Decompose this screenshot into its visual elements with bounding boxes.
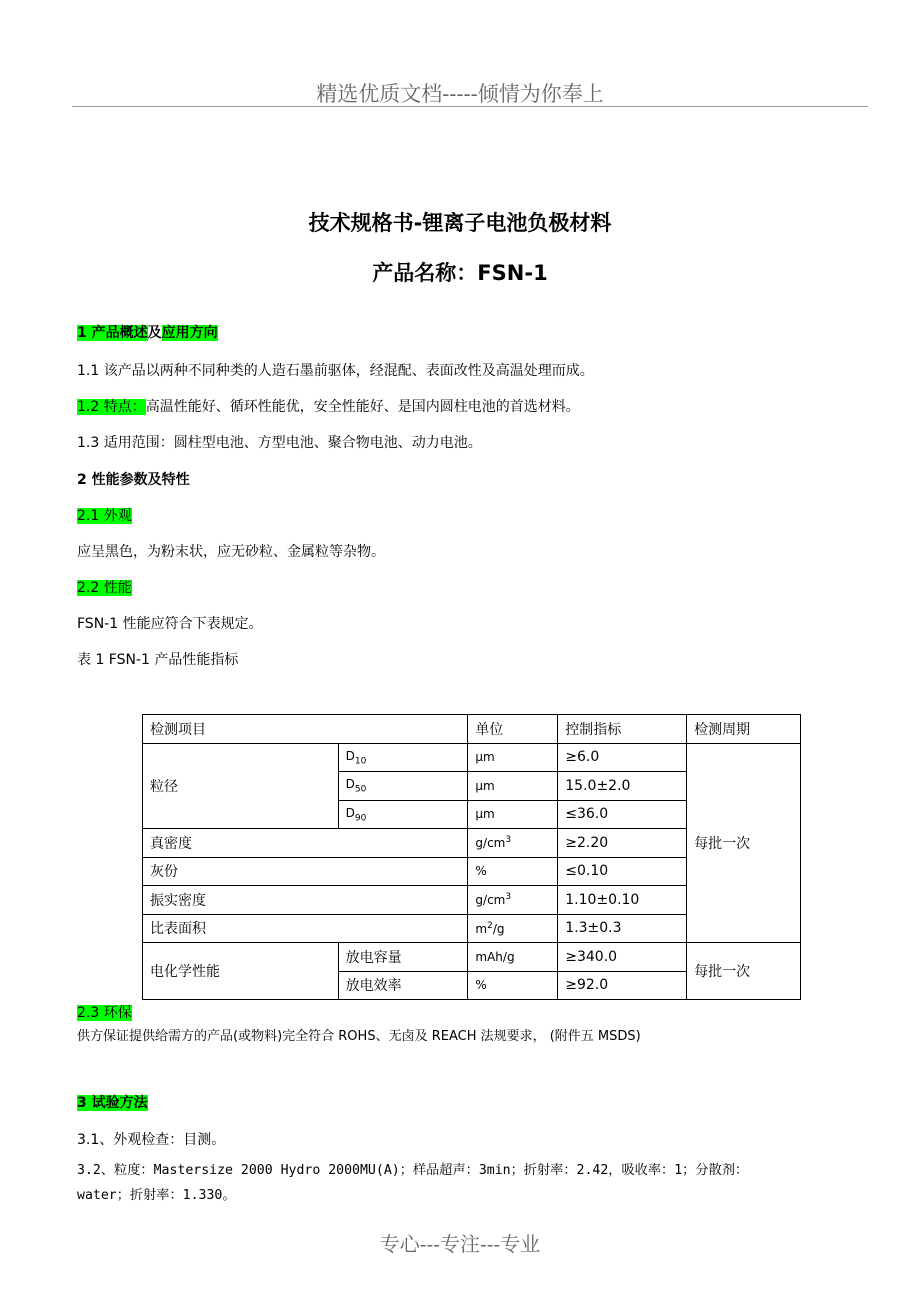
capacity-label: 放电容量 [338,943,468,972]
header-item: 检测项目 [143,715,468,744]
d10-name: D [345,748,355,763]
section-2-2-heading [77,578,132,598]
tap-density-label: 振实密度 [143,886,468,915]
page-footer: 专心---专注---专业 [379,1232,541,1256]
table-row [143,943,801,972]
paragraph-3-2-line-2: water；折射率：1.330。 [77,1188,236,1203]
section-1-heading [77,323,218,343]
section-3-heading [77,1093,148,1113]
header-unit: 单位 [468,715,558,744]
paragraph-3-2-line-1: 3.2、粒度：Mastersize 2000 Hydro 2000MU(A)；样品超声：3min；折射率：2.42，吸收率：1；分散剂： [77,1163,749,1178]
document-title: 技术规格书-锂离子电池负极材料 [308,211,612,235]
d90-name: D [345,805,355,820]
surface-area-unit-tail: /g [492,921,505,936]
tap-density-unit-base: g/cm [475,893,506,908]
section-2-heading: 2 性能参数及特性 [77,472,190,488]
table-header-row [143,715,801,744]
section-1-heading-b: 及 [147,325,162,341]
d50-label [338,772,468,801]
ash-spec: ≤0.10 [558,857,687,886]
surface-area-label: 比表面积 [143,914,468,943]
section-2-1-label: 2.1 外观 [77,508,132,524]
surface-area-unit [468,914,558,943]
true-density-unit [468,829,558,858]
paragraph-1-3: 1.3 适用范围：圆柱型电池、方型电池、聚合物电池、动力电池。 [77,435,482,451]
ash-unit: % [468,857,558,886]
particle-size-label: 粒径 [143,743,339,829]
d90-unit: μm [468,800,558,829]
d10-spec: ≥6.0 [558,743,687,772]
product-name: 产品名称：FSN-1 [372,261,548,285]
d90-spec: ≤36.0 [558,800,687,829]
section-2-3-heading [77,1003,132,1023]
section-1-heading-a: 1 产品概述 [77,325,148,341]
section-2-2-label: 2.2 性能 [77,580,132,596]
section-3-label: 3 试验方法 [77,1095,148,1111]
d50-sub: 50 [354,784,367,795]
section-2-3-label: 2.3 环保 [77,1005,132,1021]
ash-label: 灰份 [143,857,468,886]
section-2-1-heading [77,506,132,526]
paragraph-2-1: 应呈黑色，为粉末状，应无砂粒、金属粒等杂物。 [77,544,385,560]
electro-label: 电化学性能 [143,943,339,1000]
paragraph-1-1: 1.1 该产品以两种不同种类的人造石墨前驱体，经混配、表面改性及高温处理而成。 [77,363,594,379]
d50-unit: μm [468,772,558,801]
d10-unit: μm [468,743,558,772]
true-density-spec: ≥2.20 [558,829,687,858]
surface-area-unit-base: m [475,921,488,936]
efficiency-spec: ≥92.0 [558,971,687,1000]
capacity-unit: mAh/g [468,943,558,972]
tap-density-unit-sup: 3 [505,892,512,903]
period-cell-1: 每批一次 [687,743,801,943]
paragraph-1-2-label: 1.2 特点： [77,399,146,415]
period-cell-2: 每批一次 [687,943,801,1000]
tap-density-spec: 1.10±0.10 [558,886,687,915]
paragraph-3-1: 3.1、外观检查：目测。 [77,1132,226,1148]
d90-sub: 90 [354,812,367,823]
header-spec: 控制指标 [558,715,687,744]
page-header: 精选优质文档-----倾情为你奉上 [316,82,604,106]
d90-label [338,800,468,829]
surface-area-unit-sup: 2 [487,920,493,931]
d50-name: D [345,777,355,792]
true-density-label: 真密度 [143,829,468,858]
d50-spec: 15.0±2.0 [558,772,687,801]
tap-density-unit [468,886,558,915]
header-period: 检测周期 [687,715,801,744]
capacity-spec: ≥340.0 [558,943,687,972]
table-row [143,743,801,772]
header-divider [72,106,868,107]
efficiency-label: 放电效率 [338,971,468,1000]
paragraph-2-2: FSN-1 性能应符合下表规定。 [77,616,263,632]
section-1-heading-c: 应用方向 [161,325,218,341]
d10-sub: 10 [354,755,367,766]
table-caption: 表 1 FSN-1 产品性能指标 [77,652,239,668]
true-density-unit-sup: 3 [505,835,512,846]
true-density-unit-base: g/cm [475,836,506,851]
efficiency-unit: % [468,971,558,1000]
paragraph-1-2 [77,397,580,417]
surface-area-spec: 1.3±0.3 [558,914,687,943]
paragraph-2-3: 供方保证提供给需方的产品(或物料)完全符合 ROHS、无卤及 REACH 法规要求， (附件五 MSDS) [77,1029,641,1044]
paragraph-1-2-text: 高温性能好、循环性能优，安全性能好、是国内圆柱电池的首选材料。 [145,399,580,415]
performance-table [142,714,801,1000]
d10-label [338,743,468,772]
